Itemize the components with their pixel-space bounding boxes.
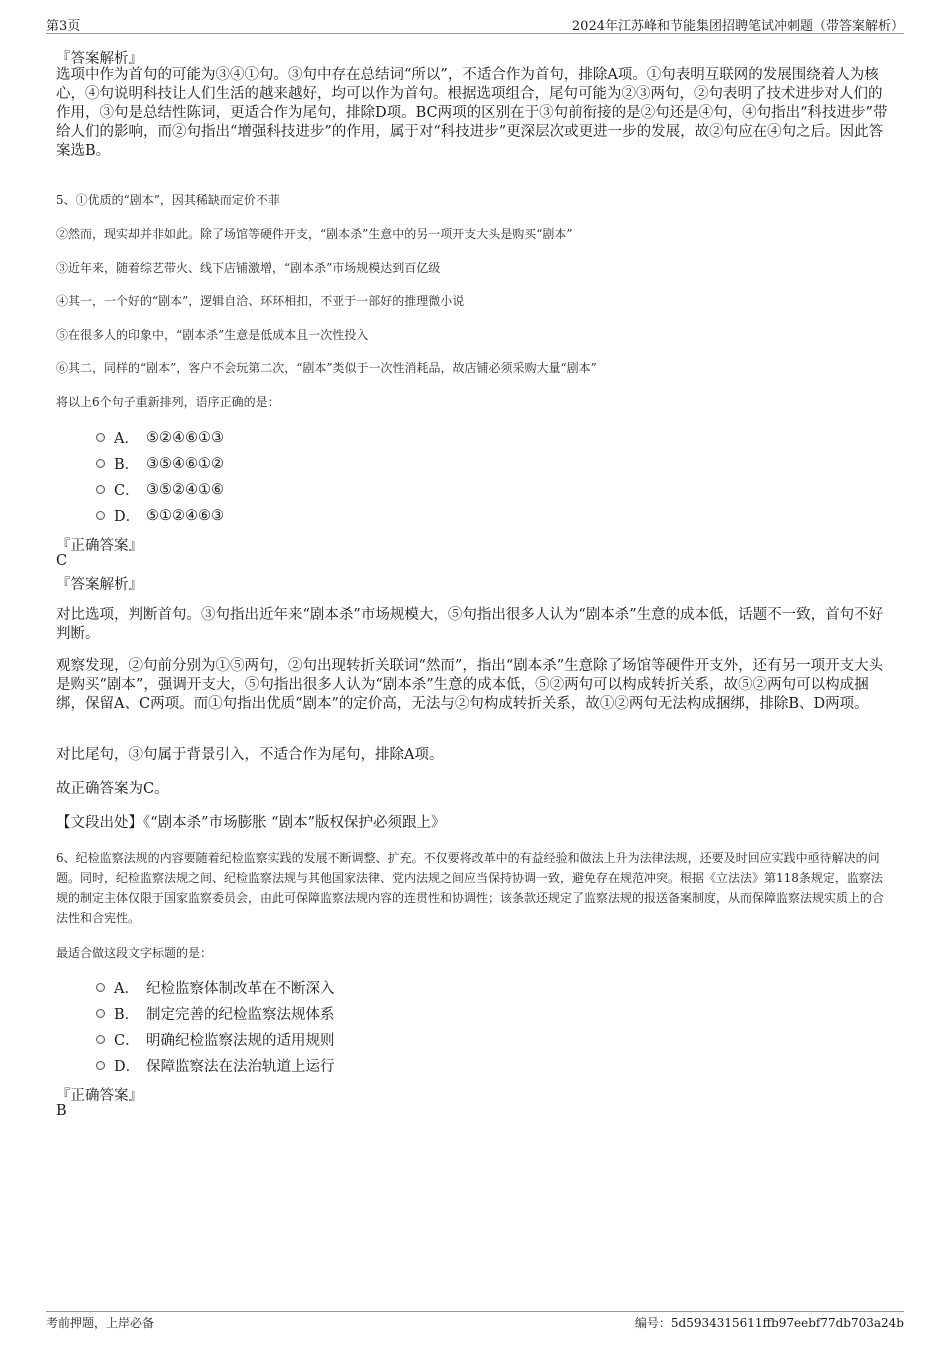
option-text: ③⑤④⑥①② <box>146 455 224 472</box>
q5-option-c[interactable] <box>96 479 224 500</box>
option-text: ⑤①②④⑥③ <box>146 507 224 524</box>
option-letter: D． <box>114 509 141 525</box>
option-text: 明确纪检监察法规的适用规则 <box>146 1033 335 1049</box>
q5-option-a[interactable] <box>96 427 224 448</box>
option-text: ⑤②④⑥①③ <box>146 429 224 446</box>
q5-analysis-p3: 对比尾句，③句属于背景引入，不适合作为尾句，排除A项。 <box>56 747 444 763</box>
q5-sentence-6: ⑥其二，同样的“剧本”，客户不会玩第二次，“剧本”类似于一次性消耗品，故店铺必须采购大量“剧本” <box>56 361 597 375</box>
document-id: 编号：5d5934315611ffb97eebf77db703a24b <box>634 1316 904 1330</box>
q5-analysis-label: 『答案解析』 <box>56 577 143 593</box>
footer-slogan: 考前押题，上岸必备 <box>46 1316 155 1330</box>
q5-sentence-1: 5、①优质的“剧本”，因其稀缺而定价不菲 <box>56 193 280 207</box>
option-letter: A． <box>114 431 139 447</box>
q6-option-b[interactable] <box>96 1003 335 1024</box>
option-text: 纪检监察体制改革在不断深入 <box>146 981 335 997</box>
q5-option-b[interactable] <box>96 453 224 474</box>
radio-icon[interactable] <box>96 485 105 494</box>
option-text: ③⑤②④①⑥ <box>146 481 224 498</box>
q5-sentence-3: ③近年来，随着综艺带火、线下店铺激增，“剧本杀”市场规模达到百亿级 <box>56 261 441 275</box>
q5-analysis-p2: 观察发现，②句前分别为①⑤两句，②句出现转折关联词“然而”，指出“剧本杀”生意除了场馆等硬件开支外，还有另一项开支大头是购买“剧本”，强调开支大，⑤句指出很多人认为“剧本杀”生意的成本低，⑤②两句可以构成转折关系，故⑤②两句可以构成捆绑，保留A、C两项。而①句指出优质“剧本”的定价高，无法与②句构成转折关系，故①②两句无法构成捆绑，排除B、D两项。 <box>56 658 884 712</box>
q6-answer-label: 『正确答案』 <box>56 1088 143 1104</box>
option-text: 保障监察法在法治轨道上运行 <box>146 1059 335 1075</box>
page-number: 第3页 <box>46 19 81 34</box>
q6-question: 最适合做这段文字标题的是： <box>56 946 213 960</box>
q5-option-d[interactable] <box>96 505 224 526</box>
radio-icon[interactable] <box>96 1035 105 1044</box>
q5-answer: C <box>56 553 68 569</box>
header-divider <box>46 33 904 34</box>
radio-icon[interactable] <box>96 433 105 442</box>
footer-divider <box>46 1311 904 1312</box>
q6-option-c[interactable] <box>96 1029 335 1050</box>
q5-answer-label: 『正确答案』 <box>56 538 143 554</box>
radio-icon[interactable] <box>96 1061 105 1070</box>
radio-icon[interactable] <box>96 511 105 520</box>
document-title: 2024年江苏峰和节能集团招聘笔试冲刺题（带答案解析） <box>571 19 904 34</box>
radio-icon[interactable] <box>96 983 105 992</box>
q5-sentence-2: ②然而，现实却并非如此。除了场馆等硬件开支，“剧本杀”生意中的另一项开支大头是购买“剧本” <box>56 227 573 241</box>
radio-icon[interactable] <box>96 459 105 468</box>
q5-source: 【文段出处】《“剧本杀”市场膨胀 “剧本”版权保护必须跟上》 <box>56 815 446 831</box>
q6-passage: 6、纪检监察法规的内容要随着纪检监察实践的发展不断调整、扩充。不仅要将改革中的有益经验和做法上升为法律法规，还要及时回应实践中亟待解决的问题。同时，纪检监察法规之间、纪检监察法规与其他国家法律、党内法规之间应当保持协调一致，避免存在规范冲突。根据《立法法》第118条规定，监察法规的制定主体仅限于国家监察委员会，由此可保障监察法规内容的连贯性和协调性；该条款还规定了监察法规的报送备案制度，从而保障监察法规实质上的合法性和合宪性。 <box>56 851 885 925</box>
option-letter: B． <box>114 1007 140 1023</box>
option-letter: C． <box>114 483 140 499</box>
option-letter: B． <box>114 457 140 473</box>
q6-option-d[interactable] <box>96 1055 335 1076</box>
option-letter: C． <box>114 1033 140 1049</box>
q5-sentence-5: ⑤在很多人的印象中，“剧本杀”生意是低成本且一次性投入 <box>56 328 369 342</box>
q5-analysis-p4: 故正确答案为C。 <box>56 781 169 797</box>
option-letter: A． <box>114 981 139 997</box>
option-letter: D． <box>114 1059 141 1075</box>
q4-analysis-text: 选项中作为首句的可能为③④①句。③句中存在总结词“所以”，不适合作为首句，排除A项。①句表明互联网的发展围绕着人为核心，④句说明科技让人们生活的越来越好，均可以作为首句。根据选项组合，尾句可能为②③两句，②句表明了技术进步对人们的作用，③句是总结性陈词，更适合作为尾句，排除D项。BC两项的区别在于③句前衔接的是②句还是④句，④句指出“科技进步”带给人们的影响，而②句指出“增强科技进步”的作用，属于对“科技进步”更深层次或更进一步的发展，故②句应在④句之后。因此答案选B。 <box>56 67 888 159</box>
q4-analysis-label: 『答案解析』 <box>56 51 143 67</box>
q6-answer: B <box>56 1103 67 1119</box>
radio-icon[interactable] <box>96 1009 105 1018</box>
option-text: 制定完善的纪检监察法规体系 <box>146 1007 335 1023</box>
q5-sentence-4: ④其一，一个好的“剧本”，逻辑自洽、环环相扣，不亚于一部好的推理微小说 <box>56 294 465 308</box>
q6-option-a[interactable] <box>96 977 335 998</box>
q5-analysis-p1: 对比选项，判断首句。③句指出近年来“剧本杀”市场规模大，⑤句指出很多人认为“剧本杀”生意的成本低，话题不一致，首句不好判断。 <box>56 607 884 642</box>
q5-question: 将以上6个句子重新排列，语序正确的是： <box>56 395 280 409</box>
